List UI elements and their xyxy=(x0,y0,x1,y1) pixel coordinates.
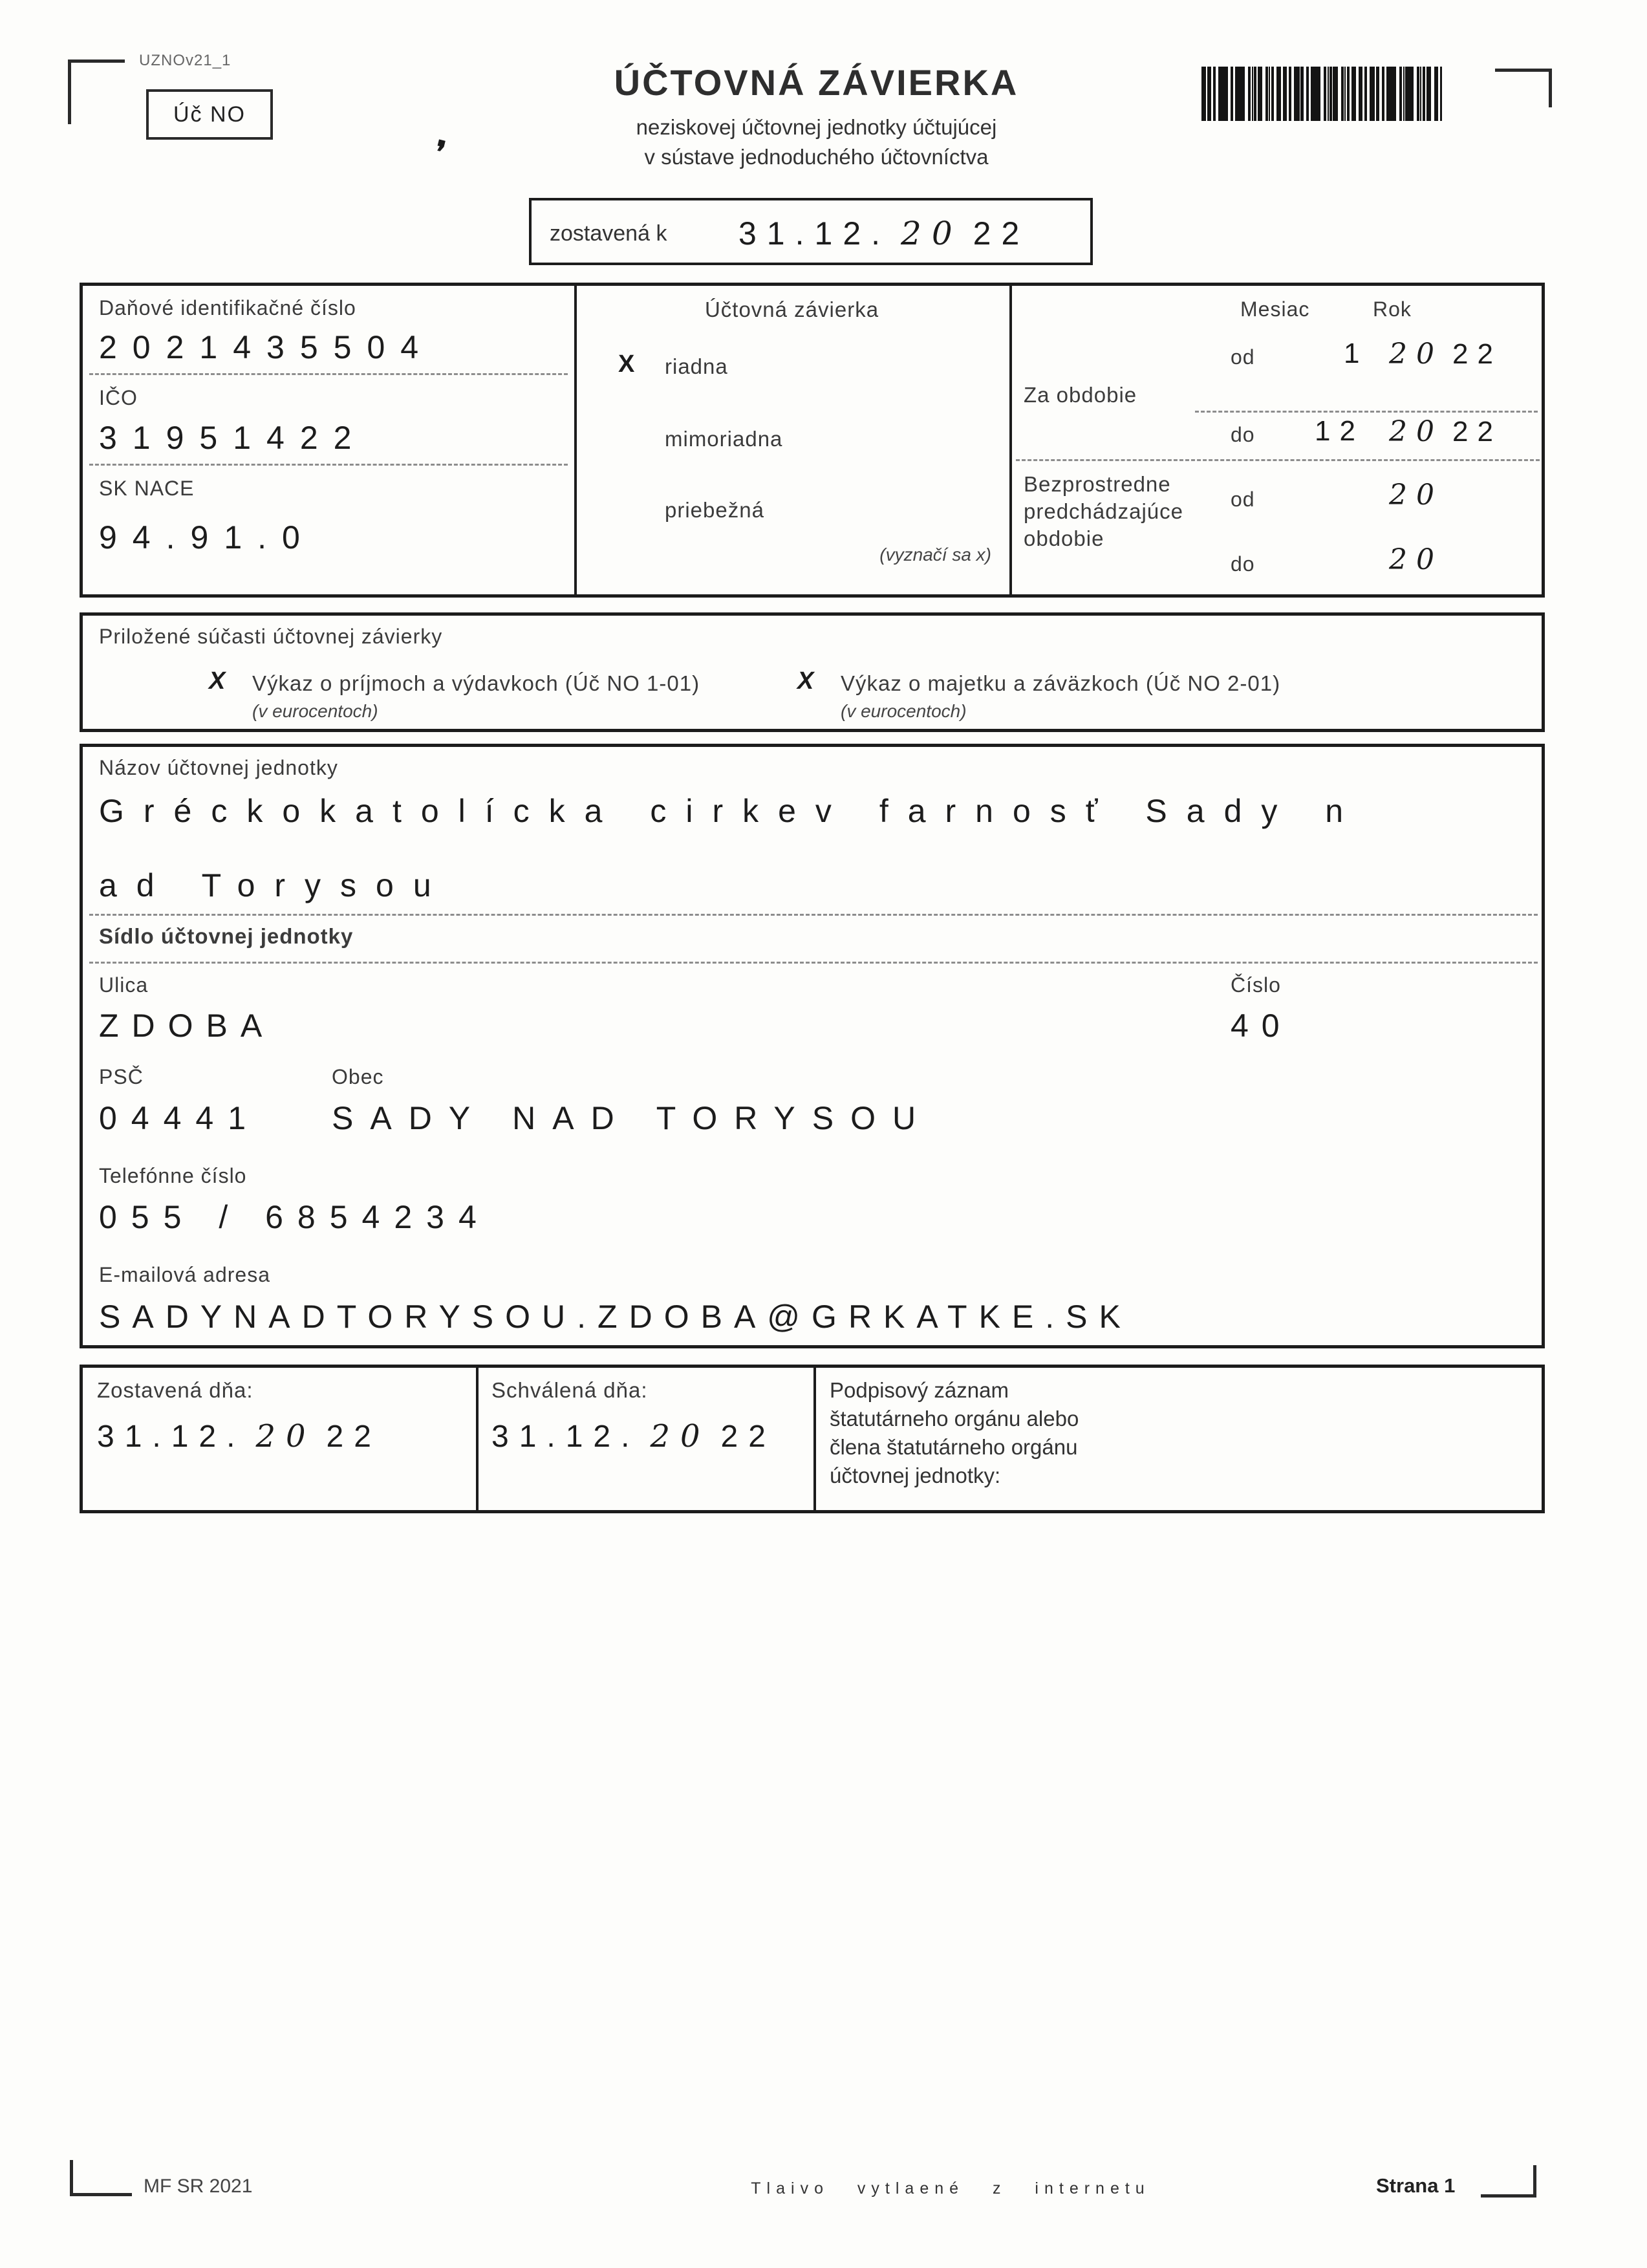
obec-value: SADY NAD TORYSOU xyxy=(332,1100,933,1136)
entity-name-label: Názov účtovnej jednotky xyxy=(99,756,338,779)
attachment-2-sub: (v eurocentoch) xyxy=(841,701,967,721)
compiled-on-date-main: 31.12. xyxy=(97,1420,246,1454)
footer-page-number: Strana 1 xyxy=(1376,2174,1456,2197)
form-badge-label: Úč NO xyxy=(173,102,246,127)
period-row-separator xyxy=(1195,411,1538,413)
phone-label: Telefónne číslo xyxy=(99,1164,247,1187)
signing-divider-1 xyxy=(476,1368,479,1510)
statement-mimoriadna-label: mimoriadna xyxy=(665,427,783,451)
compiled-on-label: Zostavená dňa: xyxy=(97,1378,253,1402)
pen-tick-mark: ❜ xyxy=(430,135,449,171)
dic-value: 2021435504 xyxy=(99,329,435,365)
street-label: Ulica xyxy=(99,973,149,997)
entity-name-line1: Gréckokatolícka cirkev farnosť Sady n xyxy=(99,793,1363,829)
footer-form-source: MF SR 2021 xyxy=(144,2176,253,2197)
statement-header: Účtovná závierka xyxy=(704,297,879,321)
psc-label: PSČ xyxy=(99,1065,144,1088)
previous-period-label-line3: obdobie xyxy=(1024,526,1104,550)
entity-name-line2: ad Torysou xyxy=(99,867,451,903)
approved-on-date xyxy=(491,1418,776,1454)
approved-on-year-fill: 22 xyxy=(720,1420,776,1454)
attachment-2-label: Výkaz o majetku a záväzkoch (Úč NO 2-01) xyxy=(841,671,1281,695)
entity-separator-1 xyxy=(89,914,1538,916)
number-value: 40 xyxy=(1231,1008,1293,1044)
compiled-on-year-fill: 22 xyxy=(326,1420,382,1454)
sk-nace-value: 94.91.0 xyxy=(99,519,316,556)
compiled-on-date xyxy=(97,1418,382,1454)
previous-to-year-preprint: 20 xyxy=(1389,543,1443,576)
period-to-label: do xyxy=(1231,423,1255,446)
email-value: SADYNADTORYSOU.ZDOBA@GRKATKE.SK xyxy=(99,1299,1132,1335)
signature-label-line2: štatutárneho orgánu alebo xyxy=(830,1407,1079,1431)
ico-separator xyxy=(89,464,568,466)
attachment-1-label: Výkaz o príjmoch a výdavkoch (Úč NO 1-01) xyxy=(252,671,700,695)
compiled-at-box xyxy=(529,198,1093,265)
attachment-1-mark: X xyxy=(209,667,226,695)
attachment-2-mark: X xyxy=(797,667,814,695)
rok-label: Rok xyxy=(1373,297,1412,321)
period-from-year xyxy=(1389,338,1502,371)
street-value: ZDOBA xyxy=(99,1008,275,1044)
compiled-at-year-preprint: 20 xyxy=(901,215,963,252)
ico-label: IČO xyxy=(99,386,138,409)
corner-mark-top-right xyxy=(1495,69,1552,107)
approved-on-label: Schválená dňa: xyxy=(491,1378,648,1402)
signature-label-line1: Podpisový záznam xyxy=(830,1378,1009,1402)
statement-priebezna-label: priebežná xyxy=(665,498,764,522)
statement-note: (vyznačí sa x) xyxy=(879,545,991,565)
form-code-label: UZNOv21_1 xyxy=(139,52,231,69)
email-label: E-mailová adresa xyxy=(99,1263,270,1286)
previous-period-label-line1: Bezprostredne xyxy=(1024,472,1171,496)
compiled-at-date xyxy=(738,215,1029,252)
entity-box xyxy=(80,744,1545,1348)
attachment-1-sub: (v eurocentoch) xyxy=(252,701,378,721)
approved-on-year-preprint: 20 xyxy=(650,1418,711,1454)
page-title: ÚČTOVNÁ ZÁVIERKA xyxy=(614,62,1019,103)
identification-divider-2 xyxy=(1009,286,1012,594)
corner-mark-bottom-left xyxy=(70,2160,132,2196)
period-from-label: od xyxy=(1231,345,1255,369)
approved-on-date-main: 31.12. xyxy=(491,1420,640,1454)
signing-box xyxy=(80,1365,1545,1513)
compiled-at-date-main: 31.12. xyxy=(738,215,891,252)
compiled-at-label: zostavená k xyxy=(550,221,667,246)
period-from-month: 1 xyxy=(1344,338,1369,369)
page-subtitle-line2: v sústave jednoduchého účtovníctva xyxy=(644,145,989,169)
corner-mark-bottom-right xyxy=(1481,2165,1536,2198)
entity-seat-label: Sídlo účtovnej jednotky xyxy=(99,924,354,948)
signing-divider-2 xyxy=(813,1368,816,1510)
period-to-month: 12 xyxy=(1315,415,1364,447)
ico-value: 31951422 xyxy=(99,420,367,456)
barcode xyxy=(1201,67,1442,121)
period-from-year-preprint: 20 xyxy=(1389,338,1443,371)
dic-separator xyxy=(89,373,568,375)
compiled-on-year-preprint: 20 xyxy=(255,1418,316,1454)
previous-from-year-preprint: 20 xyxy=(1389,479,1443,512)
footer-print-note: Tlaivo vytlaené z internetu xyxy=(751,2179,1150,2198)
identification-box xyxy=(80,283,1545,598)
entity-separator-2 xyxy=(89,962,1538,964)
statement-riadna-label: riadna xyxy=(665,354,728,378)
statement-riadna-mark: X xyxy=(618,351,635,378)
number-label: Číslo xyxy=(1231,973,1281,997)
period-to-year xyxy=(1389,415,1502,448)
mesiac-label: Mesiac xyxy=(1240,297,1310,321)
compiled-at-year-fill: 22 xyxy=(973,215,1030,252)
page-subtitle-line1: neziskovej účtovnej jednotky účtujúcej xyxy=(636,115,997,139)
previous-to-label: do xyxy=(1231,552,1255,576)
period-to-year-preprint: 20 xyxy=(1389,415,1443,448)
obec-label: Obec xyxy=(332,1065,384,1088)
identification-divider-1 xyxy=(574,286,577,594)
previous-from-label: od xyxy=(1231,488,1255,511)
psc-value: 04441 xyxy=(99,1100,261,1136)
attachments-header: Priložené súčasti účtovnej závierky xyxy=(99,625,443,648)
phone-value: 055 / 6854234 xyxy=(99,1199,491,1235)
sk-nace-label: SK NACE xyxy=(99,477,195,500)
dic-label: Daňové identifikačné číslo xyxy=(99,296,356,319)
period-from-year-fill: 22 xyxy=(1452,338,1502,370)
period-to-year-fill: 22 xyxy=(1452,416,1502,448)
corner-mark-top-left xyxy=(68,59,125,124)
za-obdobie-label: Za obdobie xyxy=(1024,383,1137,407)
signature-label-line3: člena štatutárneho orgánu xyxy=(830,1435,1078,1459)
previous-period-label-line2: predchádzajúce xyxy=(1024,499,1183,523)
signature-label-line4: účtovnej jednotky: xyxy=(830,1463,1001,1487)
form-badge xyxy=(146,89,273,140)
period-section-separator xyxy=(1016,459,1540,461)
attachments-box xyxy=(80,612,1545,732)
